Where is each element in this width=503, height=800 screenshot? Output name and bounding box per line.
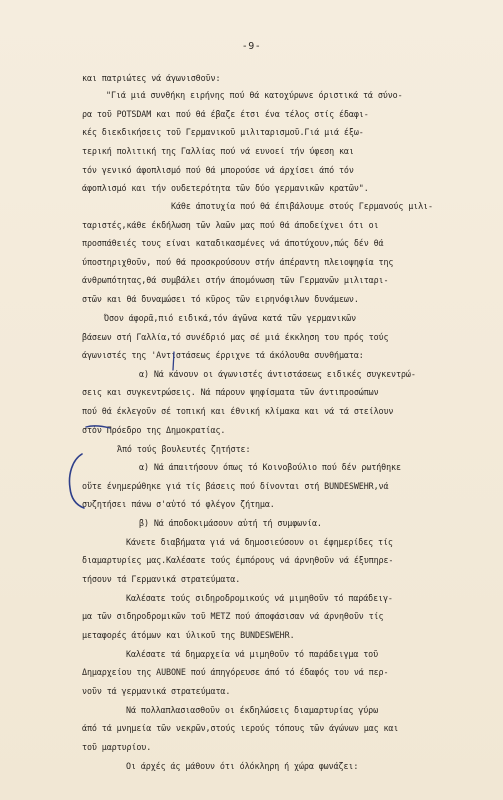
text-line: Όσον άφορᾶ,πιό ειδικά,τόν άγῶνα κατά τῶν γερμανικῶν xyxy=(104,313,357,323)
text-line: άνθρωπότητας,θά συμβάλει στήν άπομόνωση τῶν Γερμανῶν μιλιταρι- xyxy=(82,275,389,285)
text-line: πού θά έκλεγοῦν σέ τοπική και έθνική κλίμακα και νά τά στείλουν xyxy=(82,406,394,416)
text-line: τερική πολιτική της Γαλλίας πού νά ευνοεί τήν ύφεση και xyxy=(82,146,354,156)
text-line: άφοπλισμό και τήν ουδετερότητα τῶν δύο γερμανικῶν κρατῶν". xyxy=(82,183,369,193)
text-line: νοῦν τά γερμανικά στρατεύματα. xyxy=(82,686,231,696)
text-line: Κάνετε διαβήματα γιά νά δημοσιεύσουν οι έφημερίδες τίς xyxy=(126,537,393,547)
text-line: α) Νά κάνουν οι άγωνιστές άντιστάσεως ειδικές συγκεντρώ- xyxy=(139,369,416,379)
text-line: ρα τοῦ POTSDAM και πού θά έβαζε έτσι ένα τέλος στίς έδαφι- xyxy=(82,109,369,119)
text-line: κές διεκδικήσεις τοῦ Γερμανικοῦ μιλιταρισμοῦ.Γιά μιά έξω- xyxy=(82,127,364,137)
text-line: συζητήσει πάνω σ'αὐτό τό φλέγον ζήτημα. xyxy=(82,499,275,509)
text-line: άγωνιστές της 'Αντιστάσεως έρριχνε τά άκόλουθα συνθήματα: xyxy=(82,350,364,360)
text-line: διαμαρτυρίες μας.Καλέσατε τούς έμπόρους νά άρνηθοῦν νά έξυπηρε- xyxy=(82,555,394,565)
text-line: β) Νά άποδοκιμάσουν αὐτή τή συμφωνία. xyxy=(139,518,322,528)
text-line: Κάθε άποτυχία πού θά έπιβάλουμε στούς Γερμανούς μιλι- xyxy=(171,201,433,211)
text-line: άπό τά μνημεία τῶν νεκρῶν,στούς ιερούς τόπους τῶν άγώνων μας και xyxy=(82,723,399,733)
text-line: τοῦ μαρτυρίου. xyxy=(82,742,152,752)
text-line: στόν Πρόεδρο της Δημοκρατίας. xyxy=(82,425,226,435)
text-line: μα τῶν σιδηροδρομικῶν τοῦ METZ πού άποφάσισαν νά άρνηθοῦν τίς xyxy=(82,611,384,621)
text-line: μεταφορές άτόμων και ύλικοῦ της BUNDESWEHR. xyxy=(82,630,295,640)
text-line: α) Νά άπαιτήσουν όπως τό Κοινοβούλιο πού δέν ρωτήθηκε xyxy=(139,462,401,472)
page-number: -9- xyxy=(241,41,262,52)
text-line: ταριστές,κάθε έκδήλωση τῶν λαῶν μας πού θά άποδείχνει ότι οι xyxy=(82,220,379,230)
text-line: τόν γενικό άφοπλισμό πού θά μπορούσε νά άρχίσει άπό τόν xyxy=(82,165,354,175)
text-line: και πατριώτες νά άγωνισθοῦν: xyxy=(82,73,221,83)
text-line: Καλέσατε τά δημαρχεία νά μιμηθοῦν τό παράδειγμα τοῦ xyxy=(126,649,379,659)
text-line: "Γιά μιά συνθήκη ειρήνης πού θά κατοχύρωνε όριστικά τά σύνο- xyxy=(106,90,403,100)
text-line: Άπό τούς βουλευτές ζητήστε: xyxy=(117,444,251,454)
text-line: ύποστηριχθοῦν, πού θά προσκρούσουν στήν άπέραντη πλειοψηφία της xyxy=(82,257,394,267)
text-line: βάσεων στή Γαλλία,τό συνέδριό μας σέ μιά έκκληση του πρός τούς xyxy=(82,332,389,342)
text-line: οὔτε ένημερώθηκε γιά τίς βάσεις πού δίνονται στή BUNDESWEHR,νά xyxy=(82,481,389,491)
text-line: Νά πολλαπλασιασθοῦν οι έκδηλώσεις διαμαρτυρίας γύρω xyxy=(126,705,379,715)
text-line: τήσουν τά Γερμανικά στρατεύματα. xyxy=(82,574,241,584)
text-line: Δημαρχείου της AUBONE πού άπηγόρευσε άπό τό έδαφός του νά περ- xyxy=(82,667,389,677)
text-line: Καλέσατε τούς σιδηροδρομικούς νά μιμηθοῦν τό παράδειγ- xyxy=(126,593,393,603)
text-line: προσπάθειές τους είναι καταδικασμένες νά άποτύχουν,πώς δέν θά xyxy=(82,238,384,248)
text-line: σεις και συγκεντρώσεις. Νά πάρουν ψηφίσματα τῶν άντιπροσώπων xyxy=(82,387,379,397)
text-line: Οι άρχές άς μάθουν ότι όλόκληρη ή χώρα φωνάζει: xyxy=(126,761,359,771)
text-line: στῶν και θά δυναμώσει τό κῦρος τῶν ειρηνόφιλων δυνάμεων. xyxy=(82,294,359,304)
